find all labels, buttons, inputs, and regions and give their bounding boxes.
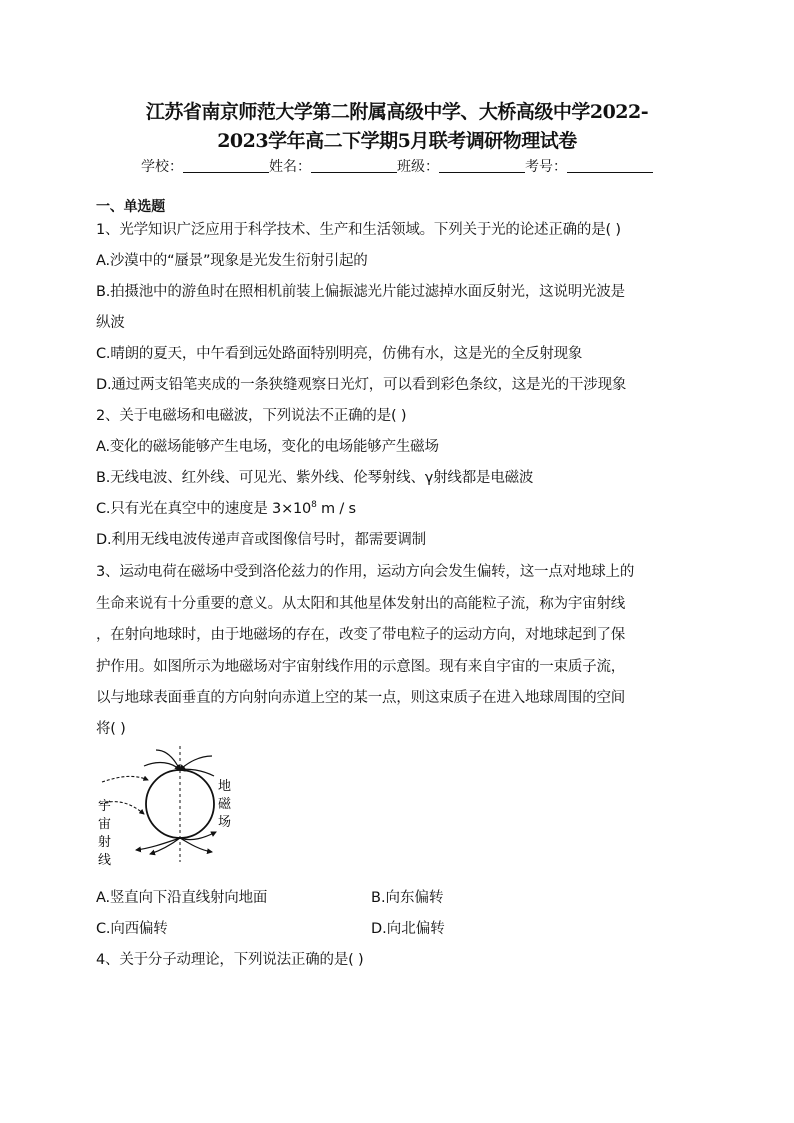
q1-stem: 1、光学知识广泛应用于科学技术、生产和生活领域。下列关于光的论述正确的是( ) (96, 222, 621, 238)
q3-stem-line6: 将( ) (96, 721, 126, 737)
field-line (144, 763, 180, 770)
exam-no-blank (567, 158, 653, 173)
q3-stem-line5: 以与地球表面垂直的方向射向赤道上空的某一点，则这束质子在进入地球周围的空间 (96, 690, 626, 706)
label-cosmic-2: 宙 (98, 817, 112, 832)
name-blank (311, 158, 397, 173)
q1-option-a: A.沙漠中的“蜃景”现象是光发生衍射引起的 (96, 253, 368, 269)
class-label: 班级： (397, 159, 439, 175)
q3-stem-line2: 生命来说有十分重要的意义。从太阳和其他星体发射出的高能粒子流，称为宇宙射线 (96, 596, 626, 612)
label-cosmic-1: 宇 (98, 799, 112, 814)
q3-stem-line3: ，在射向地球时，由于地磁场的存在，改变了带电粒子的运动方向，对地球起到了保 (96, 627, 626, 643)
q2-option-c (96, 497, 356, 518)
q4-stem: 4、关于分子动理论，下列说法正确的是( ) (96, 952, 364, 968)
earth-circle (146, 770, 214, 838)
field-line (180, 756, 212, 770)
field-line (136, 838, 180, 850)
exam-title-line1: 江苏省南京师范大学第二附属高级中学、大桥高级中学2022- (145, 101, 649, 123)
q2-option-a: A.变化的磁场能够产生电场，变化的电场能够产生磁场 (96, 439, 439, 455)
q2-option-c-exponent: 8 (311, 500, 317, 511)
q3-option-d: D.向北偏转 (371, 921, 445, 937)
exam-title-line2: 2023学年高二下学期5月联考调研物理试卷 (217, 130, 577, 152)
label-field-1: 地 (218, 779, 232, 794)
q2-option-d: D.利用无线电波传递声音或图像信号时，都需要调制 (96, 532, 426, 548)
name-label: 姓名： (269, 159, 311, 175)
q2-stem: 2、关于电磁场和电磁波，下列说法不正确的是( ) (96, 408, 407, 424)
label-cosmic-4: 线 (98, 853, 112, 868)
q2-option-c-unit: m / s (316, 501, 356, 517)
class-blank (439, 158, 525, 173)
exam-no-label: 考号： (525, 159, 567, 175)
q3-option-b: B.向东偏转 (371, 890, 444, 906)
q3-option-c: C.向西偏转 (96, 921, 168, 937)
student-info-row (0, 156, 794, 176)
q1-option-b-line1: B.拍摄池中的游鱼时在照相机前装上偏振滤光片能过滤掉水面反射光，这说明光波是 (96, 284, 625, 300)
q3-stem-line4: 护作用。如图所示为地磁场对宇宙射线作用的示意图。现有来自宇宙的一束质子流， (96, 659, 626, 675)
label-field-2: 磁 (218, 797, 232, 812)
q3-stem-line1: 3、运动电荷在磁场中受到洛伦兹力的作用，运动方向会发生偏转，这一点对地球上的 (96, 564, 635, 580)
q1-option-b-line2: 纵波 (96, 315, 125, 331)
q2-option-b: B.无线电波、红外线、可见光、紫外线、伦琴射线、γ射线都是电磁波 (96, 470, 534, 486)
school-label: 学校： (141, 159, 183, 175)
label-cosmic-3: 射 (98, 835, 112, 850)
q2-option-c-text: C.只有光在真空中的速度是 3×10 (96, 501, 312, 517)
school-blank (183, 158, 269, 173)
label-field-3: 场 (218, 815, 232, 830)
section-heading: 一、单选题 (96, 199, 165, 215)
q3-option-a: A.竖直向下沿直线射向地面 (96, 890, 268, 906)
geomagnetic-figure (96, 742, 246, 870)
q1-option-d: D.通过两支铅笔夹成的一条狭缝观察日光灯，可以看到彩色条纹，这是光的干涉现象 (96, 377, 627, 393)
q1-option-c: C.晴朗的夏天，中午看到远处路面特别明亮，仿佛有水，这是光的全反射现象 (96, 346, 583, 362)
field-line (180, 838, 212, 852)
cosmic-ray-arrow (102, 776, 148, 782)
